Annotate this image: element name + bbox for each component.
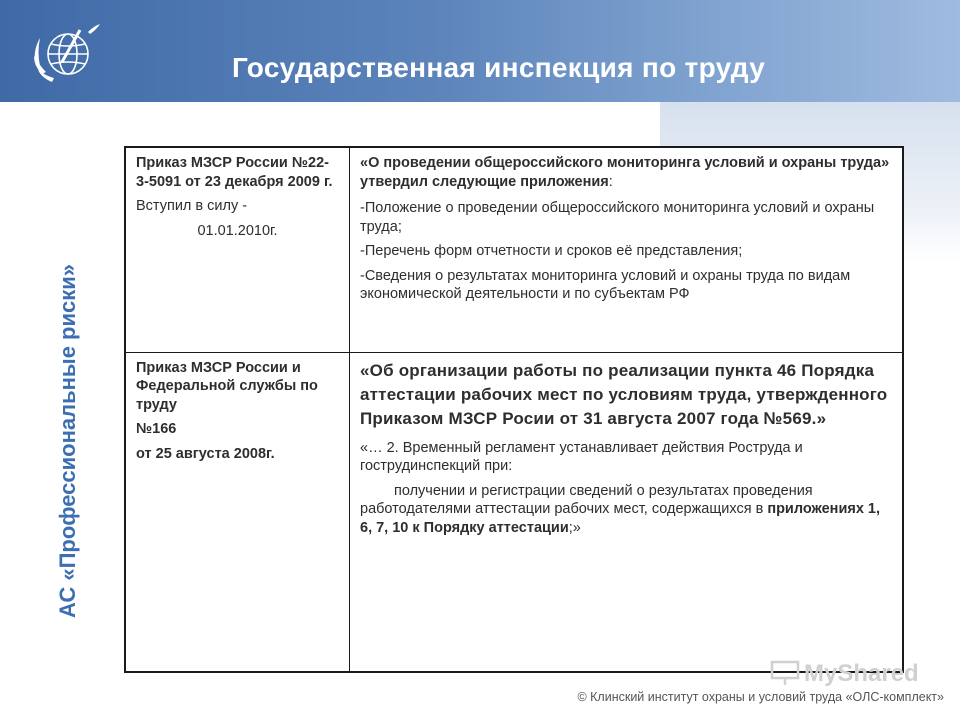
order-number: №166: [136, 421, 177, 437]
header-bar: [0, 0, 960, 102]
order-heading-tail: :: [608, 173, 613, 190]
list-item: -Перечень форм отчетности и сроков её представления;: [360, 243, 743, 259]
effective-label: Вступил в силу -: [136, 198, 248, 214]
orders-table: [124, 146, 904, 673]
presentation-icon: [770, 660, 800, 686]
order-paragraph-text: получении и регистрации сведений о результатах проведения работодателями аттестации рабочих мест, содержащихся в: [360, 482, 813, 517]
table-row: [125, 147, 903, 352]
order-title: Приказ МЗСР России и Федеральной службы по труду: [136, 359, 318, 413]
order-heading: «О проведении общероссийского мониторинга условий и охраны труда» утвердил следующие приложения: [360, 155, 890, 190]
effective-date: 01.01.2010г.: [197, 222, 278, 239]
order-date: от 25 августа 2008г.: [136, 445, 275, 462]
order-cell: [125, 352, 350, 672]
order-title: Приказ МЗСР России №22-3-5091 от 23 декабря 2009 г.: [136, 155, 333, 190]
list-item: -Сведения о результатах мониторинга условий и охраны труда по видам экономической деятельности и по субъектам РФ: [360, 267, 851, 302]
order-paragraph: «… 2. Временный регламент устанавливает действия Роструда и гострудинспекций при:: [360, 439, 803, 474]
page-title: Государственная инспекция по труду: [232, 52, 766, 83]
order-description-cell: [350, 352, 904, 672]
side-vertical-title: АС «Профессиональные риски»: [55, 263, 80, 618]
order-paragraph: [360, 482, 892, 538]
order-paragraph-bold: приложениях 1, 6, 7, 10 к Порядку аттестации: [360, 501, 880, 536]
watermark-text: MyShared: [804, 660, 919, 687]
table-row: [125, 352, 903, 672]
footer-copyright: © Клинский институт охраны и условий труда «ОЛС-комплект»: [577, 690, 944, 704]
order-description-cell: [350, 147, 904, 352]
watermark: [770, 658, 930, 688]
list-item: -Положение о проведении общероссийского мониторинга условий и охраны труда;: [360, 200, 875, 235]
order-cell: [125, 147, 350, 352]
order-heading: «Об организации работы по реализации пункта 46 Порядка аттестации рабочих мест по условиям труда, утвержденного Приказом МЗСР Росии от 31 августа 2007 года №569.»: [360, 360, 888, 428]
order-paragraph-tail: ;»: [568, 519, 581, 536]
globe-logo-icon: [28, 22, 102, 88]
